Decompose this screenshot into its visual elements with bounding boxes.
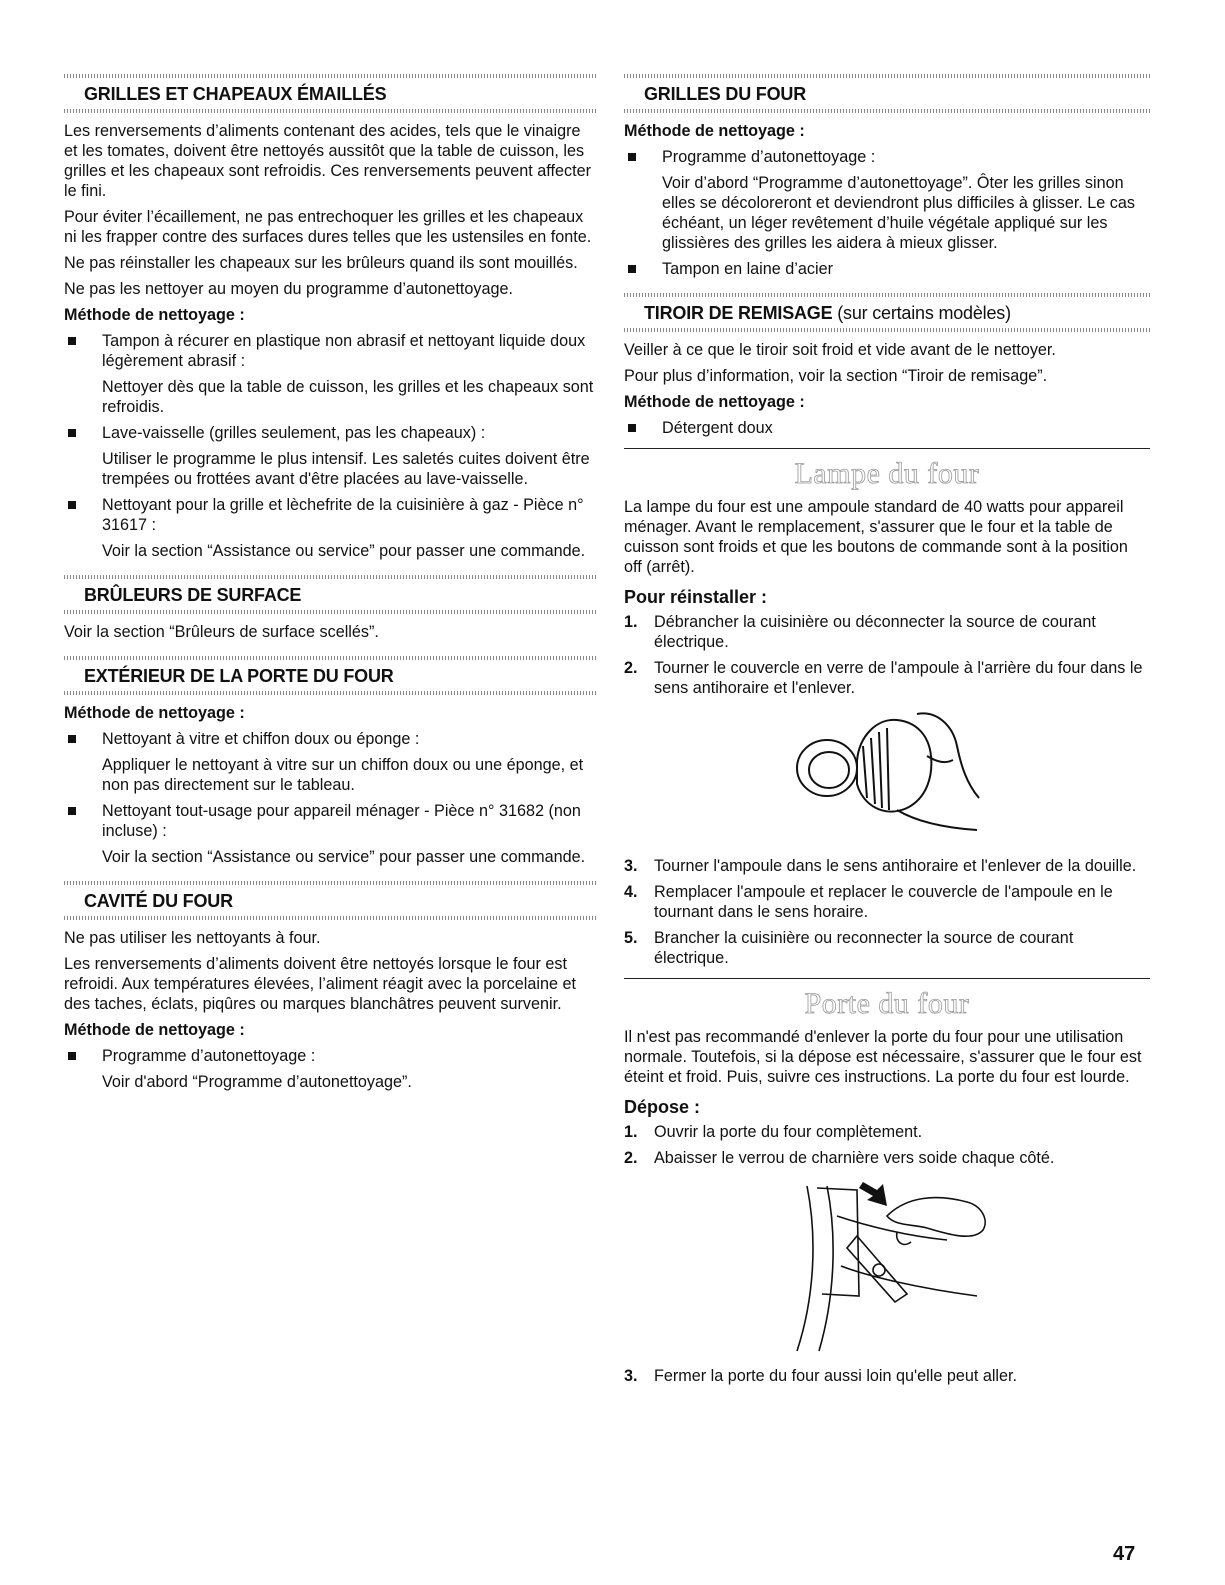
- section-header-exterieur-porte: EXTÉRIEUR DE LA PORTE DU FOUR: [64, 656, 596, 695]
- tiroir-title: TIROIR DE REMISAGE: [644, 303, 833, 323]
- bulb-cover-illustration: [767, 706, 1007, 846]
- section-header-cavite: CAVITÉ DU FOUR: [64, 881, 596, 920]
- reinstall-heading: Pour réinstaller :: [624, 587, 768, 607]
- paragraph: Les renversements d’aliments doivent être nettoyés lorsque le four est refroidi. Aux températures élevées, l’aliment réagit avec la porcelaine et des taches, éclats, piqûres ou marques blanchâtres peuvent survenir.: [64, 955, 576, 1013]
- step-item: [624, 1148, 1150, 1168]
- step-number: 1.: [624, 613, 638, 631]
- paragraph: Ne pas réinstaller les chapeaux sur les brûleurs quand ils sont mouillés.: [64, 254, 578, 272]
- bullet-detail: Voir la section “Assistance ou service” pour passer une commande.: [102, 848, 586, 866]
- section-divider: [624, 448, 1150, 449]
- page-number: 47: [1113, 1543, 1136, 1565]
- step-text: Tourner le couvercle en verre de l'ampoule à l'arrière du four dans le sens antihoraire et l'enlever.: [654, 659, 1143, 697]
- section-header-bruleurs: BRÛLEURS DE SURFACE: [64, 575, 596, 614]
- step-item: [624, 1122, 1150, 1142]
- method-heading: Méthode de nettoyage :: [624, 122, 805, 140]
- step-text: Brancher la cuisinière ou reconnecter la source de courant électrique.: [654, 929, 1074, 967]
- step-number: 2.: [624, 659, 638, 677]
- section-header-tiroir: [624, 293, 1150, 332]
- step-item: [624, 658, 1150, 698]
- paragraph: Veiller à ce que le tiroir soit froid et vide avant de le nettoyer.: [624, 341, 1056, 359]
- step-item: [624, 612, 1150, 652]
- lamp-section-title: Lampe du four: [794, 457, 980, 490]
- bullet-detail: Voir d’abord “Programme d’autonettoyage”. Ôter les grilles sinon elles se décoloreront et deviendront plus difficiles à glisser. Le cas échéant, un léger revêtement d’huile végétale appliqué sur les glissières des grilles les aidera à mieux glisser.: [662, 174, 1136, 252]
- bullet-item: Nettoyant pour la grille et lèchefrite de la cuisinière à gaz - Pièce n° 31617 :: [64, 495, 596, 535]
- bullet-item: Nettoyant à vitre et chiffon doux ou éponge :: [64, 729, 596, 749]
- method-heading: Méthode de nettoyage :: [624, 393, 805, 411]
- step-item: [624, 928, 1150, 968]
- paragraph: Les renversements d’aliments contenant des acides, tels que le vinaigre et les tomates, doivent être nettoyés aussitôt que la table de cuisson, les grilles et les chapeaux sont refroidis. Ces renversements peuvent affecter le fini.: [64, 122, 591, 200]
- section-divider: [624, 978, 1150, 979]
- tiroir-title-note: (sur certains modèles): [832, 303, 1011, 323]
- bullet-item: Nettoyant tout-usage pour appareil ménager - Pièce n° 31682 (non incluse) :: [64, 801, 596, 841]
- step-text: Débrancher la cuisinière ou déconnecter la source de courant électrique.: [654, 613, 1096, 651]
- step-number: 2.: [624, 1149, 638, 1167]
- right-column: [624, 74, 1150, 1392]
- removal-heading: Dépose :: [624, 1097, 701, 1117]
- method-heading: Méthode de nettoyage :: [64, 704, 245, 722]
- bullet-detail: Voir la section “Assistance ou service” pour passer une commande.: [102, 542, 586, 560]
- step-number: 1.: [624, 1123, 638, 1141]
- step-number: 3.: [624, 1367, 638, 1385]
- left-column: [64, 74, 596, 1098]
- method-heading: Méthode de nettoyage :: [64, 1021, 245, 1039]
- bullet-item: Programme d’autonettoyage :: [64, 1046, 596, 1066]
- paragraph: Ne pas utiliser les nettoyants à four.: [64, 929, 321, 947]
- bullet-item: Programme d’autonettoyage :: [624, 147, 1150, 167]
- step-text: Fermer la porte du four aussi loin qu'elle peut aller.: [654, 1367, 1018, 1385]
- step-number: 5.: [624, 929, 638, 947]
- section-header-grilles-four: GRILLES DU FOUR: [624, 74, 1150, 113]
- bullet-item: Détergent doux: [624, 418, 1150, 438]
- section-header-grilles-chapeaux: GRILLES ET CHAPEAUX ÉMAILLÉS: [64, 74, 596, 113]
- bullet-detail: Voir d'abord “Programme d’autonettoyage”.: [102, 1073, 412, 1091]
- bullet-detail: Utiliser le programme le plus intensif. Les saletés cuites doivent être trempées ou frottées avant d'être placées au lave-vaisselle.: [102, 450, 590, 488]
- bullet-item: Lave-vaisselle (grilles seulement, pas les chapeaux) :: [64, 423, 596, 443]
- bullet-item: Tampon à récurer en plastique non abrasif et nettoyant liquide doux légèrement abrasif :: [64, 331, 596, 371]
- step-text: Tourner l'ampoule dans le sens antihoraire et l'enlever de la douille.: [654, 857, 1137, 875]
- step-number: 3.: [624, 857, 638, 875]
- paragraph: Ne pas les nettoyer au moyen du programme d’autonettoyage.: [64, 280, 514, 298]
- paragraph: Pour éviter l’écaillement, ne pas entrechoquer les grilles et les chapeaux ni les frapper contre des surfaces dures telles que les ustensiles en fonte.: [64, 208, 592, 246]
- paragraph: La lampe du four est une ampoule standard de 40 watts pour appareil ménager. Avant le remplacement, s'assurer que le four et la table de cuisson sont froids et que les boutons de commande sont à la position off (arrêt).: [624, 498, 1128, 576]
- paragraph: Pour plus d’information, voir la section “Tiroir de remisage”.: [624, 367, 1048, 385]
- step-number: 4.: [624, 883, 638, 901]
- paragraph: Voir la section “Brûleurs de surface scellés”.: [64, 623, 379, 641]
- bullet-detail: Nettoyer dès que la table de cuisson, les grilles et les chapeaux sont refroidis.: [102, 378, 594, 416]
- step-item: [624, 882, 1150, 922]
- step-text: Remplacer l'ampoule et replacer le couvercle de l'ampoule en le tournant dans le sens horaire.: [654, 883, 1113, 921]
- hinge-lock-illustration: [777, 1176, 997, 1356]
- step-text: Abaisser le verrou de charnière vers soide chaque côté.: [654, 1149, 1055, 1167]
- bullet-item: Tampon en laine d’acier: [624, 259, 1150, 279]
- bullet-detail: Appliquer le nettoyant à vitre sur un chiffon doux ou une éponge, et non pas directement sur le tableau.: [102, 756, 584, 794]
- method-heading: Méthode de nettoyage :: [64, 306, 245, 324]
- step-item: [624, 1366, 1150, 1386]
- step-text: Ouvrir la porte du four complètement.: [654, 1123, 923, 1141]
- paragraph: Il n'est pas recommandé d'enlever la porte du four pour une utilisation normale. Toutefois, si la dépose est nécessaire, s'assurer que le four est éteint et froid. Puis, suivre ces instructions. La porte du four est lourde.: [624, 1028, 1142, 1086]
- step-item: [624, 856, 1150, 876]
- door-section-title: Porte du four: [804, 987, 970, 1020]
